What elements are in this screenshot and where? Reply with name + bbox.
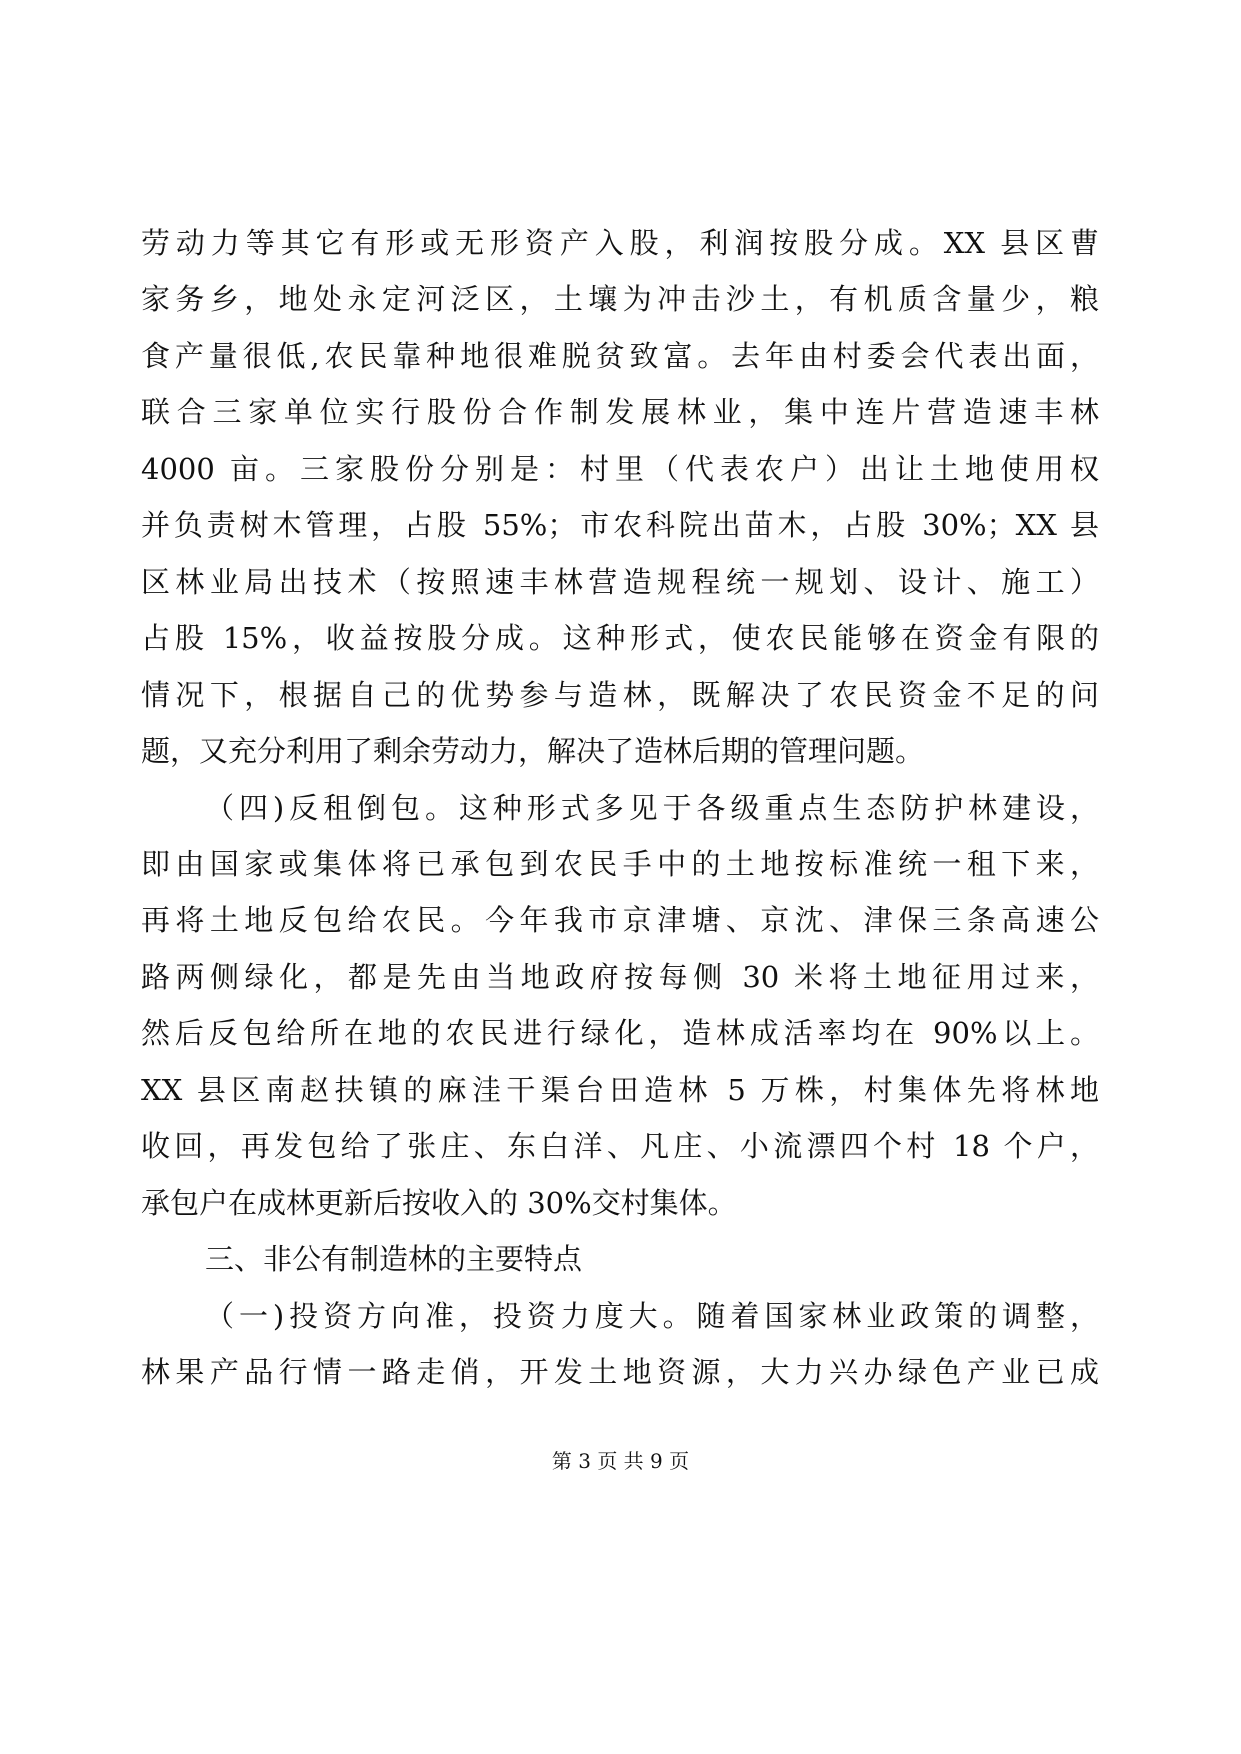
text-line: 区林业局出技术（按照速丰林营造规程统一规划、设计、施工） <box>141 564 1099 599</box>
text-line: 然后反包给所在地的农民进行绿化，造林成活率均在 90%以上。 <box>141 1016 1099 1051</box>
text-line: 联合三家单位实行股份合作制发展林业，集中连片营造速丰林 <box>141 395 1099 430</box>
text-line: （一)投资方向准，投资力度大。随着国家林业政策的调整， <box>205 1298 1099 1333</box>
text-line: 再将土地反包给农民。今年我市京津塘、京沈、津保三条高速公 <box>141 903 1099 938</box>
text-line: 情况下，根据自己的优势参与造林，既解决了农民资金不足的问 <box>141 677 1099 712</box>
text-line: 收回，再发包给了张庄、东白洋、凡庄、小流漂四个村 18 个户， <box>141 1129 1099 1164</box>
text-line: 承包户在成林更新后按收入的 30%交村集体。 <box>141 1185 737 1220</box>
text-line: 家务乡，地处永定河泛区，土壤为冲击沙土，有机质含量少，粮 <box>141 282 1099 317</box>
text-line: （四)反租倒包。这种形式多见于各级重点生态防护林建设， <box>205 790 1099 825</box>
text-line: 三、非公有制造林的主要特点 <box>205 1242 583 1277</box>
text-line: XX 县区南赵扶镇的麻洼干渠台田造林 5 万株，村集体先将林地 <box>141 1072 1099 1107</box>
text-line: 4000 亩。三家股份分别是：村里（代表农户）出让土地使用权 <box>141 451 1099 486</box>
page-footer: 第 3 页 共 9 页 <box>551 1449 690 1473</box>
text-line: 并负责树木管理，占股 55%；市农科院出苗木，占股 30%；XX 县 <box>141 508 1099 543</box>
text-line: 劳动力等其它有形或无形资产入股，利润按股分成。XX 县区曹 <box>141 226 1099 260</box>
text-line: 即由国家或集体将已承包到农民手中的土地按标准统一租下来， <box>141 846 1099 881</box>
text-line: 林果产品行情一路走俏，开发土地资源，大力兴办绿色产业已成 <box>141 1355 1099 1389</box>
text-line: 路两侧绿化，都是先由当地政府按每侧 30 米将土地征用过来， <box>141 959 1099 994</box>
text-line: 题，又充分利用了剩余劳动力，解决了造林后期的管理问题。 <box>141 734 925 769</box>
text-line: 食产量很低,农民靠种地很难脱贫致富。去年由村委会代表出面， <box>141 338 1099 373</box>
text-line: 占股 15%，收益按股分成。这种形式，使农民能够在资金有限的 <box>141 621 1099 656</box>
